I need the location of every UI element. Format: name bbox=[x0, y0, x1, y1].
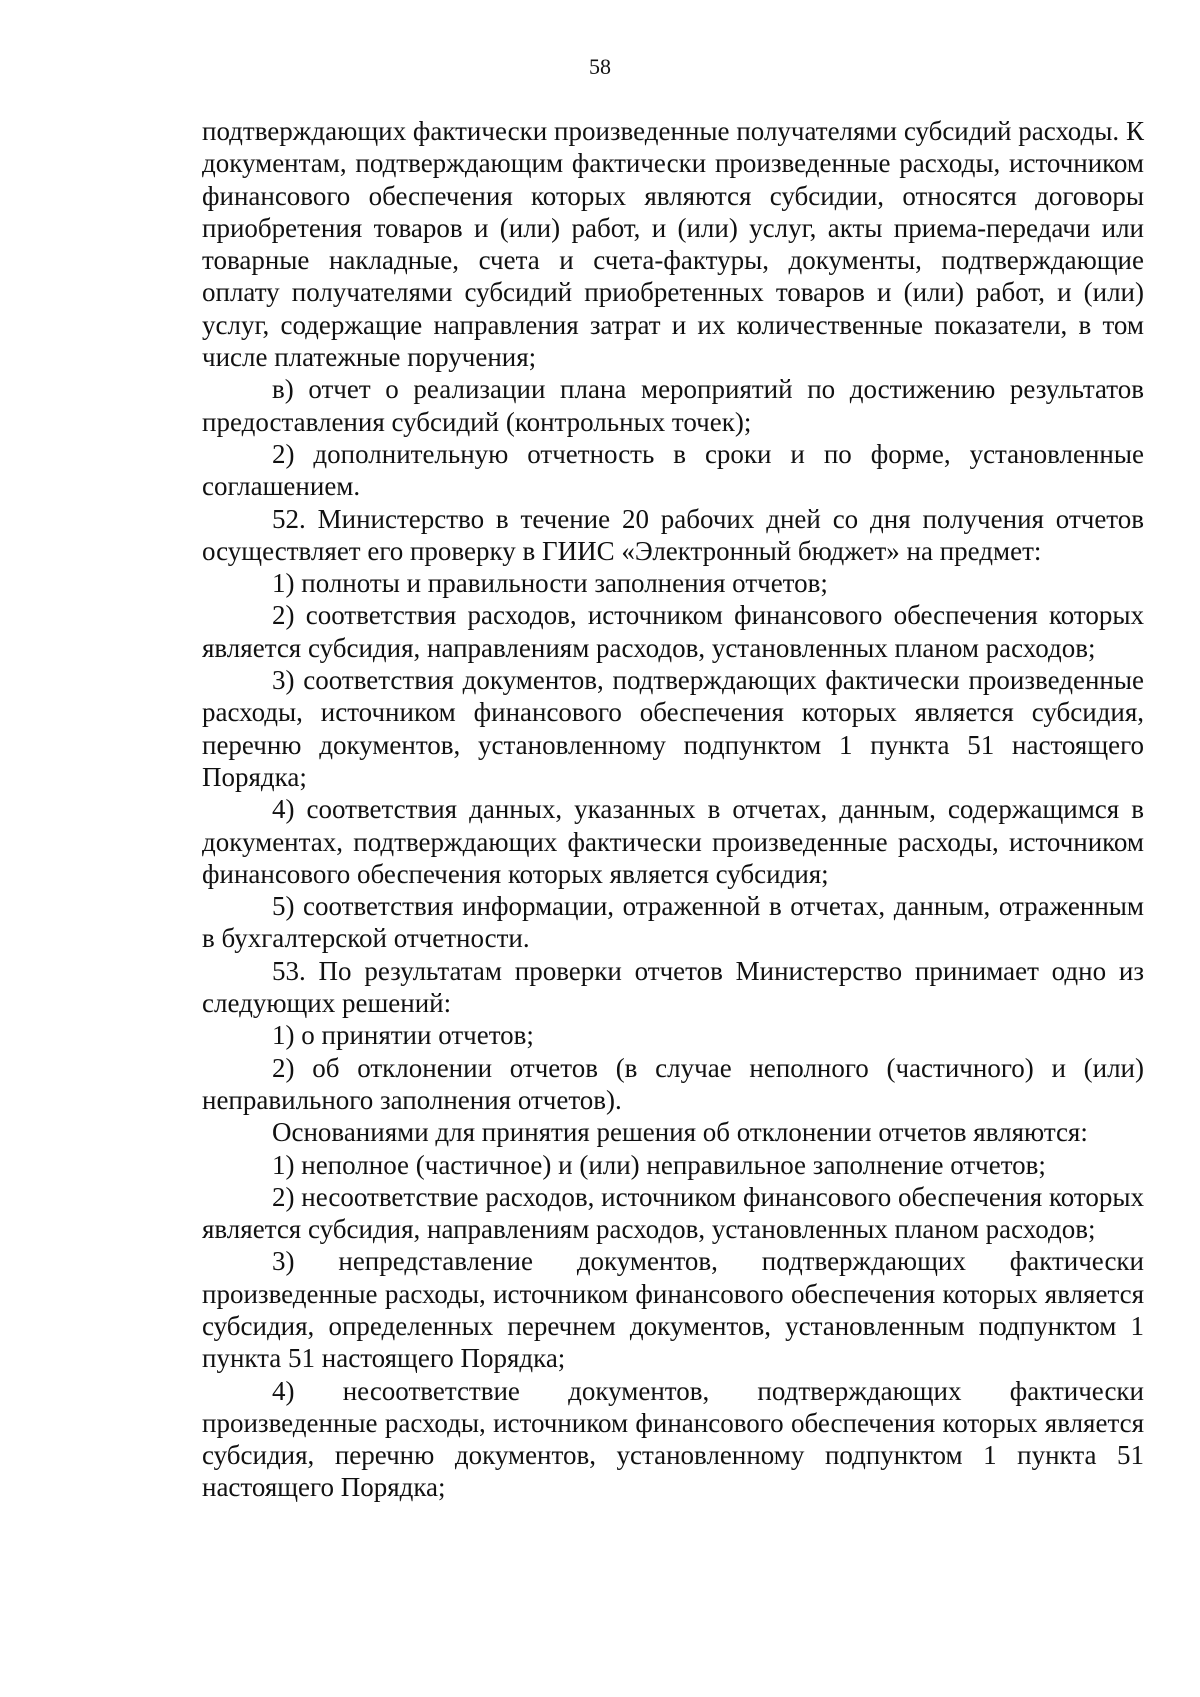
paragraph: 2) дополнительную отчетность в сроки и по форме, установленные соглашением. bbox=[202, 438, 1144, 502]
paragraph: 2) несоответствие расходов, источником финансового обеспечения которых является субсидия, направлениям расходов, установленных планом расходов; bbox=[202, 1181, 1144, 1245]
paragraph: 2) об отклонении отчетов (в случае неполного (частичного) и (или) неправильного заполнения отчетов). bbox=[202, 1052, 1144, 1115]
paragraph: 4) несоответствие документов, подтверждающих фактически произведенные расходы, источником финансового обеспечения которых является субсидия, перечню документов, установленному подпунктом 1 пункта 51 настоящего Порядка; bbox=[202, 1375, 1144, 1503]
paragraph: 3) соответствия документов, подтверждающих фактически произведенные расходы, источником финансового обеспечения которых является субсидия, перечню документов, установленному подпунктом 1 пункта 51 настоящего Порядка; bbox=[202, 665, 1144, 792]
paragraph: 53. По результатам проверки отчетов Министерство принимает одно из следующих решений: bbox=[202, 955, 1144, 1019]
paragraph: 1) полноты и правильности заполнения отчетов; bbox=[272, 568, 828, 599]
document-body bbox=[202, 115, 1144, 1504]
paragraph: 1) неполное (частичное) и (или) неправильное заполнение отчетов; bbox=[272, 1149, 1046, 1180]
paragraph: 5) соответствия информации, отраженной в отчетах, данным, отраженным в бухгалтерской отчетности. bbox=[202, 891, 1144, 954]
paragraph: 52. Министерство в течение 20 рабочих дней со дня получения отчетов осуществляет его проверку в ГИИС «Электронный бюджет» на предмет: bbox=[202, 503, 1144, 566]
paragraph: 3) непредставление документов, подтверждающих фактически произведенные расходы, источником финансового обеспечения которых является субсидия, определенных перечнем документов, установленным подпунктом 1 пункта 51 настоящего Порядка; bbox=[202, 1246, 1144, 1374]
paragraph: в) отчет о реализации плана мероприятий по достижению результатов предоставления субсидий (контрольных точек); bbox=[202, 374, 1144, 437]
paragraph: 2) соответствия расходов, источником финансового обеспечения которых является субсидия, направлениям расходов, установленных планом расходов; bbox=[202, 600, 1144, 663]
paragraph-continuation: подтверждающих фактически произведенные получателями субсидий расходы. К документам, подтверждающим фактически произведенные расходы, источником финансового обеспечения которых являются субсидии, относятся договоры приобретения товаров и (или) работ, и (или) услуг, акты приема-передачи или товарные накладные, счета и счета-фактуры, документы, подтверждающие оплату получателями субсидий приобретенных товаров и (или) работ, и (или) услуг, содержащие направления затрат и их количественные показатели, в том числе платежные поручения; bbox=[202, 116, 1144, 373]
paragraph: Основаниями для принятия решения об отклонении отчетов являются: bbox=[272, 1117, 1088, 1148]
page-number: 58 bbox=[589, 54, 611, 79]
paragraph: 1) о принятии отчетов; bbox=[272, 1020, 534, 1051]
paragraph: 4) соответствия данных, указанных в отчетах, данным, содержащимся в документах, подтверждающих фактически произведенные расходы, источником финансового обеспечения которых является субсидия; bbox=[202, 794, 1144, 889]
